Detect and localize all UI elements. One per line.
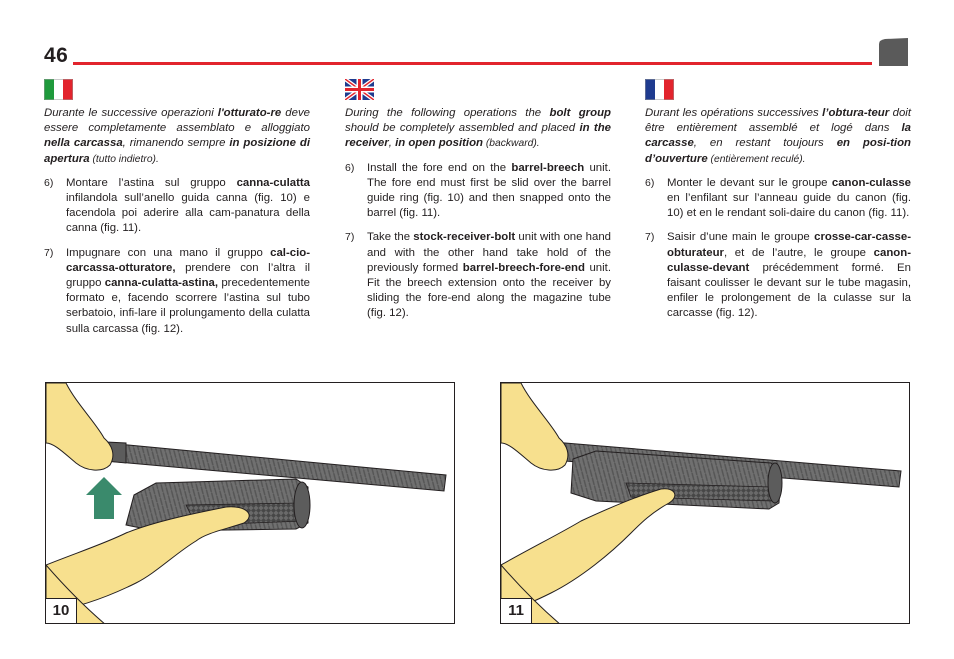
intro-text-segment: , en restant toujours <box>693 137 837 150</box>
step-text-segment: canna-culatta <box>236 176 310 189</box>
up-arrow-icon <box>86 477 122 519</box>
step-text-segment: Impugnare con una mano il gruppo <box>66 246 271 259</box>
step-text-segment: crosse-car-casse-obturateur <box>667 231 911 259</box>
step-text-segment: Install the fore end on the <box>367 161 512 174</box>
italian-steps <box>44 176 310 337</box>
step-number: 7) <box>44 246 54 259</box>
figure-11 <box>500 382 910 624</box>
step-text <box>367 161 611 222</box>
intro-text-segment: Durante le successive operazioni <box>44 107 218 119</box>
step-text-segment: unit. Fit the breech extension onto the receiver by sliding the fore-end along the magazine tube (fig. 12). <box>367 261 612 320</box>
intro-text-segment: deve essere completamente assemblato e alloggiato <box>44 107 310 135</box>
intro-text-segment: in open position <box>395 137 484 150</box>
uk-flag-icon <box>345 79 374 100</box>
step-text <box>66 246 310 337</box>
step-text-segment: canon-culasse-devant <box>667 246 911 274</box>
step-text-segment: Take the <box>367 231 414 244</box>
intro-text-segment: , <box>388 137 396 150</box>
step-text-segment: infilandola sull’anello guida canna (fig. 10) e facendola poi aderire alla cam-panatura della canna (fig. 11). <box>66 192 310 235</box>
step-text-segment: canon-culasse <box>831 176 911 189</box>
fore-end-slide-illustration <box>46 383 455 624</box>
instruction-step <box>645 176 911 222</box>
intro-text-segment: en posi-tion d’ouverture <box>645 137 911 165</box>
france-flag-icon <box>645 79 674 100</box>
french-intro <box>645 106 911 167</box>
intro-text-segment: , rimanendo sempre <box>122 137 230 150</box>
french-steps <box>645 176 911 322</box>
instruction-step <box>645 230 911 321</box>
intro-text-segment: (tutto indietro). <box>89 153 159 165</box>
intro-text-segment: bolt group <box>549 107 611 119</box>
step-text-segment: unit. The fore end must first be slid over the barrel guide ring (fig. 10) and then snapped onto the barrel (fig. 11). <box>367 161 611 220</box>
step-number: 7) <box>345 231 355 244</box>
intro-text-segment: During the following operations the <box>345 107 550 119</box>
step-text-segment: Saisir d’une main le groupe <box>667 231 815 244</box>
intro-text-segment: l'otturato-re <box>217 107 282 119</box>
intro-text-segment: nella carcassa <box>44 137 123 150</box>
fore-end-snapped-illustration <box>501 383 910 624</box>
italy-flag-icon <box>44 79 73 100</box>
step-text-segment: barrel-breech-fore-end <box>462 261 585 274</box>
english-steps <box>345 161 611 322</box>
step-text <box>367 230 611 321</box>
step-text <box>66 176 310 237</box>
step-text-segment: unit with one hand and with the other hand take hold of the previously formed <box>367 231 611 274</box>
step-text-segment: canna-culatta-astina, <box>104 277 219 290</box>
instruction-step <box>345 230 611 321</box>
step-text-segment: Montare l’astina sul gruppo <box>66 176 237 189</box>
intro-text-segment: l’obtura-teur <box>822 107 890 119</box>
step-text-segment: cal-cio-carcassa-otturatore, <box>66 246 310 274</box>
english-column <box>345 106 611 331</box>
step-text-segment: stock-receiver-bolt <box>413 231 516 244</box>
french-column <box>645 106 911 331</box>
intro-text-segment: Durant les opérations successives <box>645 107 823 119</box>
step-text-segment: , et de l’autre, le groupe <box>723 246 874 259</box>
italian-intro <box>44 106 310 167</box>
intro-text-segment: in posizione di apertura <box>44 137 310 165</box>
intro-text-segment: la carcasse <box>645 122 911 150</box>
step-text-segment: barrel-breech <box>511 161 585 174</box>
page-number: 46 <box>44 44 69 67</box>
figure-10 <box>45 382 455 624</box>
corner-tab-icon <box>879 38 908 66</box>
step-text <box>667 230 911 321</box>
instruction-step <box>345 161 611 222</box>
intro-text-segment: (backward). <box>483 138 540 150</box>
intro-text-segment: doit être entièrement assemblé et logé dans <box>645 107 911 135</box>
step-text-segment: prendere con l’altra il gruppo <box>66 261 310 290</box>
intro-text-segment: in the receiver <box>345 122 611 150</box>
instruction-step <box>44 246 310 337</box>
step-number: 6) <box>345 161 355 174</box>
instruction-step <box>44 176 310 237</box>
figure-10-label: 10 <box>46 598 77 623</box>
step-number: 6) <box>645 176 655 189</box>
english-intro <box>345 106 611 152</box>
step-text-segment: Monter le devant sur le groupe <box>667 176 832 189</box>
header-rule <box>73 62 872 65</box>
step-text-segment: en l’enfilant sur l’anneau guide du canon (fig. 10) et en le rendant soli-daire du canon (fig. 11). <box>667 192 911 220</box>
intro-text-segment: should be completely assembled and placed <box>345 122 580 135</box>
step-number: 7) <box>645 231 655 244</box>
figure-11-label: 11 <box>501 598 532 623</box>
step-text-segment: précédemment formé. En faisant coulisser le devant sur le tube magasin, enfiler le prolongement de la culasse sur la carcasse (fig. 12). <box>667 261 911 320</box>
intro-text-segment: (entièrement reculé). <box>707 153 806 165</box>
step-text <box>667 176 911 222</box>
step-text-segment: precedentemente formato e, facendo scorrere l’astina sul tubo serbatoio, infi-lare il prolungamento della culatta sulla carcassa (fig. 12). <box>66 277 310 335</box>
italian-column <box>44 106 310 346</box>
step-number: 6) <box>44 176 54 189</box>
